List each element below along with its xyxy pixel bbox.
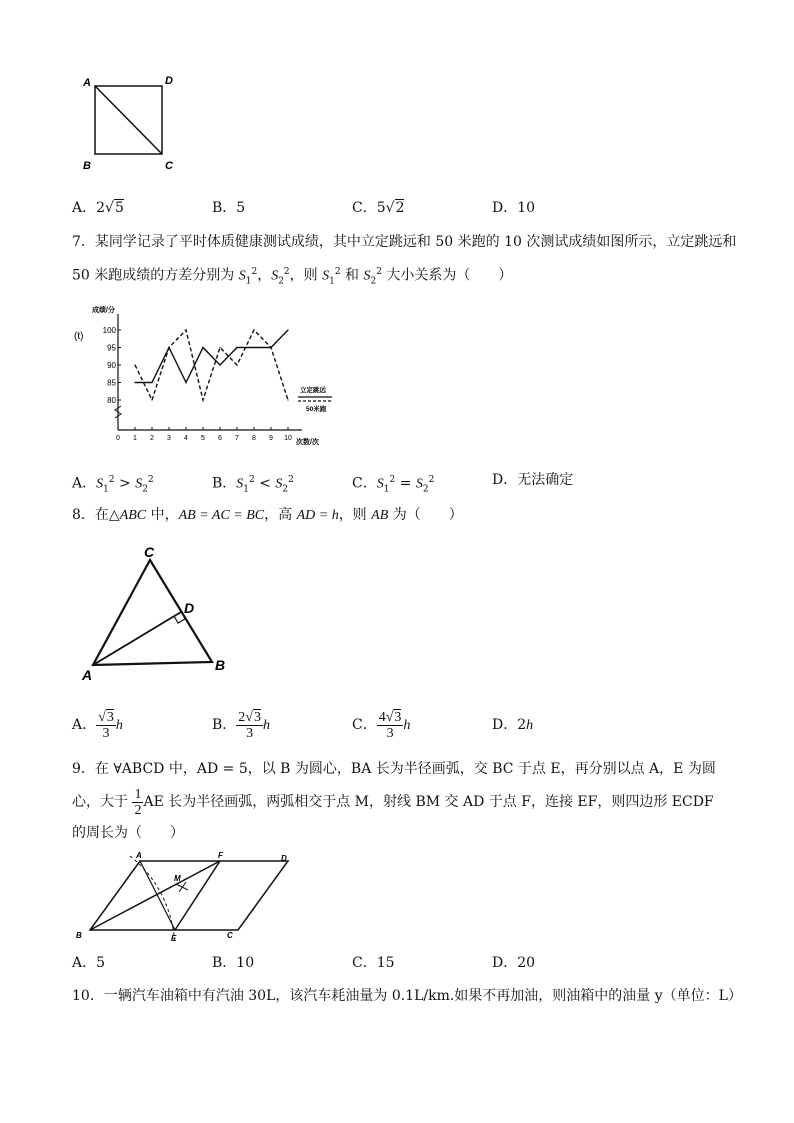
label-a: A bbox=[82, 667, 93, 683]
chart-ticks bbox=[103, 326, 292, 442]
point-standing-jump bbox=[134, 382, 135, 383]
label-b: B bbox=[76, 931, 82, 940]
point-50m-run bbox=[253, 329, 254, 330]
chart-xlabel: 次数/次 bbox=[296, 439, 319, 446]
label-b: B bbox=[83, 160, 91, 172]
point-50m-run bbox=[219, 347, 220, 348]
q7-option-c: C．$S_1^2 = S_2^2$ bbox=[352, 475, 435, 495]
q7-option-a: A．$S_1^2 > S_2^2$ bbox=[72, 475, 154, 495]
point-50m-run bbox=[185, 329, 186, 330]
chart-axes bbox=[115, 314, 302, 430]
q7-line-chart bbox=[70, 300, 350, 450]
parallelogram-abcd bbox=[90, 861, 288, 930]
q8-option-b: B． $\frac{2√3}{3}$ h bbox=[212, 709, 270, 741]
point-50m-run bbox=[151, 399, 152, 400]
q6-option-a: A．2√5 bbox=[72, 200, 124, 216]
q7-stem-line2: 50 米跑成绩的方差分别为 $S_1^2$，$S_2^2$，则 $S_1^2$ 和 $S_2^2$ 大小关系为（ ） bbox=[72, 267, 513, 287]
x-tick-label: 4 bbox=[184, 435, 188, 442]
x-tick-label: 7 bbox=[235, 435, 239, 442]
label-a: A bbox=[83, 77, 91, 89]
point-50m-run bbox=[202, 399, 203, 400]
y-tick-label: 80 bbox=[107, 396, 116, 405]
point-standing-jump bbox=[253, 347, 254, 348]
point-standing-jump bbox=[185, 382, 186, 383]
right-angle-mark bbox=[174, 616, 185, 623]
triangle-abc bbox=[93, 560, 212, 665]
q9-option-d: D．20 bbox=[492, 955, 536, 971]
point-50m-run bbox=[270, 347, 271, 348]
label-d: D bbox=[165, 75, 173, 87]
q9-option-a: A．5 bbox=[72, 955, 106, 971]
q6-option-c: C．5√2 bbox=[352, 200, 405, 216]
series-50m-run bbox=[135, 330, 288, 400]
point-50m-run bbox=[168, 347, 169, 348]
q9-option-b: B．10 bbox=[212, 955, 255, 971]
q9-option-c: C．15 bbox=[352, 955, 395, 971]
q7-option-d: D．无法确定 bbox=[492, 472, 574, 488]
q9-stem-line2: 心，大于 $\frac{1}{2}$ AE 长为半径画弧，两弧相交于点 M，射线 BM 交 AD 于点 F，连接 EF，则四边形 ECDF bbox=[72, 786, 714, 818]
chart-series bbox=[134, 329, 288, 400]
point-standing-jump bbox=[202, 347, 203, 348]
point-standing-jump bbox=[236, 347, 237, 348]
x-tick-label: 9 bbox=[269, 435, 273, 442]
q8-option-c: C． $\frac{4√3}{3}$ h bbox=[352, 709, 411, 741]
q7-stem-line1: 7．某同学记录了平时体质健康测试成绩，其中立定跳远和 50 米跑的 10 次测试成绩如图所示，立定跳远和 bbox=[72, 234, 737, 250]
q8-option-a: A． $\frac{√3}{3}$ h bbox=[72, 709, 123, 741]
ray-bm bbox=[90, 861, 220, 930]
x-tick-label: 8 bbox=[252, 435, 256, 442]
point-50m-run bbox=[134, 364, 135, 365]
y-tick-label: 85 bbox=[107, 378, 116, 388]
q8-triangle-figure bbox=[80, 540, 240, 685]
point-50m-run bbox=[287, 399, 288, 400]
x-tick-label: 6 bbox=[218, 435, 222, 442]
label-c: C bbox=[227, 931, 233, 940]
chart-y-marker: (t) bbox=[74, 331, 84, 342]
q6-option-b: B．5 bbox=[212, 200, 246, 216]
label-e: E bbox=[171, 934, 177, 943]
label-d: D bbox=[281, 854, 287, 863]
q8-stem: 8．在△ABC 中，AB = AC = BC，高 AD = h，则 AB 为（ ） bbox=[72, 507, 463, 523]
q8-option-d: D．2h bbox=[492, 717, 534, 733]
label-b: B bbox=[215, 657, 226, 673]
label-a: A bbox=[136, 851, 142, 860]
x-tick-label: 2 bbox=[150, 435, 154, 442]
y-tick-label: 100 bbox=[102, 326, 116, 335]
label-m: M bbox=[174, 874, 181, 883]
point-standing-jump bbox=[219, 364, 220, 365]
x-tick-label: 0 bbox=[116, 435, 120, 442]
segment-ef bbox=[175, 861, 220, 930]
diagonal-ac bbox=[95, 86, 162, 154]
y-tick-label: 90 bbox=[107, 361, 116, 370]
label-c: C bbox=[144, 544, 155, 560]
label-d: D bbox=[184, 600, 195, 616]
segment-ae bbox=[140, 861, 175, 930]
axis-break-icon bbox=[115, 406, 121, 418]
q9-stem-line1: 9．在 ∀ABCD 中，AD = 5，以 B 为圆心，BA 长为半径画弧，交 BC 于点 E，再分别以点 A，E 为圆 bbox=[72, 761, 716, 777]
point-standing-jump bbox=[287, 329, 288, 330]
legend-standing-jump-label: 立定跳远 bbox=[300, 387, 326, 394]
legend-50m-label: 50米跑 bbox=[306, 406, 327, 413]
q9-stem-line3: 的周长为（ ） bbox=[72, 825, 184, 841]
q9-parallelogram-figure bbox=[70, 848, 310, 948]
point-50m-run bbox=[236, 364, 237, 365]
label-c: C bbox=[165, 160, 173, 172]
label-f: F bbox=[218, 851, 223, 860]
x-tick-label: 3 bbox=[167, 435, 171, 442]
q6-option-d: D．10 bbox=[492, 200, 536, 216]
q6-square-figure bbox=[80, 70, 180, 175]
q10-stem-line1: 10．一辆汽车油箱中有汽油 30L，该汽车耗油量为 0.1L/km.如果不再加油，则油箱中的油量 y（单位：L） bbox=[72, 988, 742, 1004]
x-tick-label: 10 bbox=[284, 435, 292, 442]
x-tick-label: 5 bbox=[201, 435, 205, 442]
chart-ylabel: 成绩/分 bbox=[92, 307, 115, 314]
x-tick-label: 1 bbox=[133, 435, 137, 442]
y-tick-label: 95 bbox=[107, 343, 116, 353]
q7-option-b: B．$S_1^2 < S_2^2$ bbox=[212, 475, 294, 495]
point-standing-jump bbox=[151, 382, 152, 383]
